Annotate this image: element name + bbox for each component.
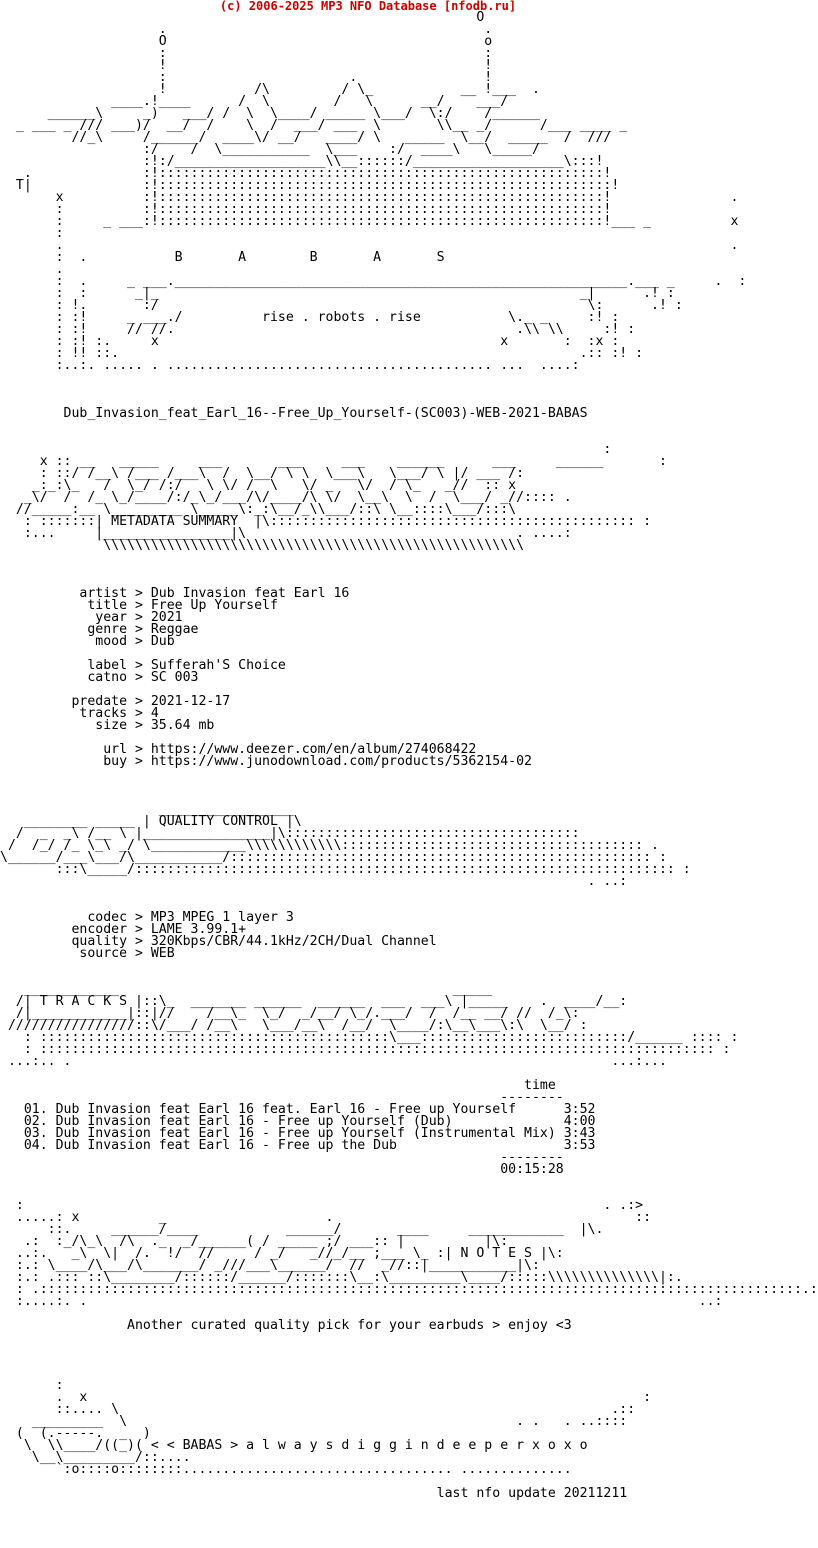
nfo-content: O . . O o : : ! ! : . ! ! /\ / \_ __ !___ . ____.!____ / \ / \ __/ ___/ ______\ _) ___/ / \ \____/ _____ \___/ \:/ /______ _ ___ _ /// ___)/ __/ / \ / ___/ ___ \ \\__ _/ /___ ____ _ //_\ /______/ ____\/ __/ ____/ \ _____ \__/ _____ / /// :/ / \___________ \___ :/ ____\ \_____/ :!:/___________________\\__::::::/___________________\:::! . :!::::::::::::::::::::::::::::::::::::::::::::::::::::::::! T| :!:::::::::::::::::::::::::::::::::::::::::::::::::::::::::! x :!::::::::::::::::::::::::::::::::::::::::::::::::::::::::! . : :!::::::::::::::::::::::::::::::::::::::::::::::::::::::::! : _ ___:!::::::::::::::::::::::::::::::::::::::::::::::::::::::::!___ _ x : . . : . B A B A S . : . _ ___._________________________________________________________.___ _ . : : : _|_ _| .! : : !. :/ \: .! : : :! _ ___./ rise . robots . rise \._ _ :! : : :! // //. .\\ \\ :! : : :! :. x x : :x : : !! ::. .:: :! : :..:. ..... . ......................................... ... ....: Dub_Invasion_feat_Earl_16--Free_Up_Yourself-(SC003)-WEB-2021-BABAS : x :: __ _____ ___ ___ ___ ______ ___ ______ : : ::/ /__\ /___ /___\ / \__/ \ \ \___\ \___/ \ |/ ___ /: _:_:\_ / \_/ /:/ \ \/ / \ \/ _ \/ / \_ _// :: x _\/ / /_ \_/____/:/_\_/___/\/____/\ \/ \__\ \ / \___/ _//:::: . //_____:__ \_________ \_____\:_:\__/_\\___/::\ \__::::\___/:::\ : :::::::| METADATA SUMMARY |\:::::::::::::::::::::::::::::::::::::::::::::: : :... |________________|\ . ....: \\\\\\\\\\\\\\\\\\\\\\\\\\\\\\\\\\\\\\\\\\\\\\\\\\\\\ artist > Dub Invasion feat Earl 16 title > Free Up Yourself year > 2021 genre > Reggae mood > Dub label > Sufferah'S Choice catno > SC 003 predate > 2021-12-17 tracks > 4 size > 35.64 mb url > https://www.deezer.com/en/album/274068422 buy > https://www.junodownload.com/products/5362154-02 _________________ ________ _____ | QUALITY CONTROL |\ / _ _\ /__ \ |________________|\::::::::::::::::::::::::::::::::::::: / /_/ /_ \_\ _/ \____________\\\\\\\\\\\\:::::::::::::::::::::::::::::::::::::: . \______/___\___/\___________/::::::::::::::::::::::::::::::::::::::::::::::::::::: : :::\_____/:::::::::::::::::::::::::::::::::::::::::::::::::::::::::::::::::::: : . ..: codec > MP3 MPEG 1 layer 3 encoder > LAME 3.99.1+ quality > 320Kbps/CBR/44.1kHz/2CH/Dual Channel source > WEB ____________ _____ /| T R A C K S |::\_ _______ ______ ______ ___ ___\ |_____ . ____/__: /|____________|::|// /__\_ \_/ _/__/ \_/.___/ / /__ __/ // /_\: ////////////////::\/___/ /__\ \___/__\ /__/ \____/:\__\___\:\ \__/ : : ::::::::::::::::::::::::::::::::::::::::::::\___::::::::::::::::::::::::::/______ :::: : : ::::::::::::::::::::::::::::::::::::::::::::::::::::::::::::::::::::::::::::::::::::: : ...:.. . ...:... time -------- 01. Dub Invasion feat Earl 16 feat. Earl 16 - Free up Yourself 3:52 02. Dub Invasion feat Earl 16 - Free up Yourself (Dub) 4:00 03. Dub Invasion feat Earl 16 - Free up Yourself (Instrumental Mix) 3:43 04. Dub Invasion feat Earl 16 - Free up the Dub 3:53 -------- 00:15:28 : . .:> .....: x _ . :: ::. ______/____ ______/ ____ ____________ |\. .: :_/\_\ /\ ._ _/______( / _____ ;/ ___:: | |\: ..:. _\ \| /. !/ // / _/ _//_/__ ;___ \_ :| N O T E S |\: :.: \____/\___/\_______/ _///___\______/ // _//::|___________|\: :.: .::: ::\________/::::::/______/:::::::\__:\_________\____/:::::\\\\\\\\\\\\\\|:. : .::::::::::::::::::::::::::::::::::::::::::::::::::::::::::::::::::::::::::::::::::::::::::::::::.: :....:. . ..: Another curated quality pick for your earbuds > enjoy <3 : . x : ::.... \ .:: _________ \ . . . ..:::: ( (.-----. _ ) \ \\____/((_)( < < BABAS > a l w a y s d i g g i n d e e p e r x o x o \__\_________/::.... `:o::::o::::::::.................................. .............. last nfo update 20211211 (0, 10, 818, 1501)
site-header: (c) 2006-2025 MP3 NFO Database [nfodb.ru] (219, 0, 517, 13)
